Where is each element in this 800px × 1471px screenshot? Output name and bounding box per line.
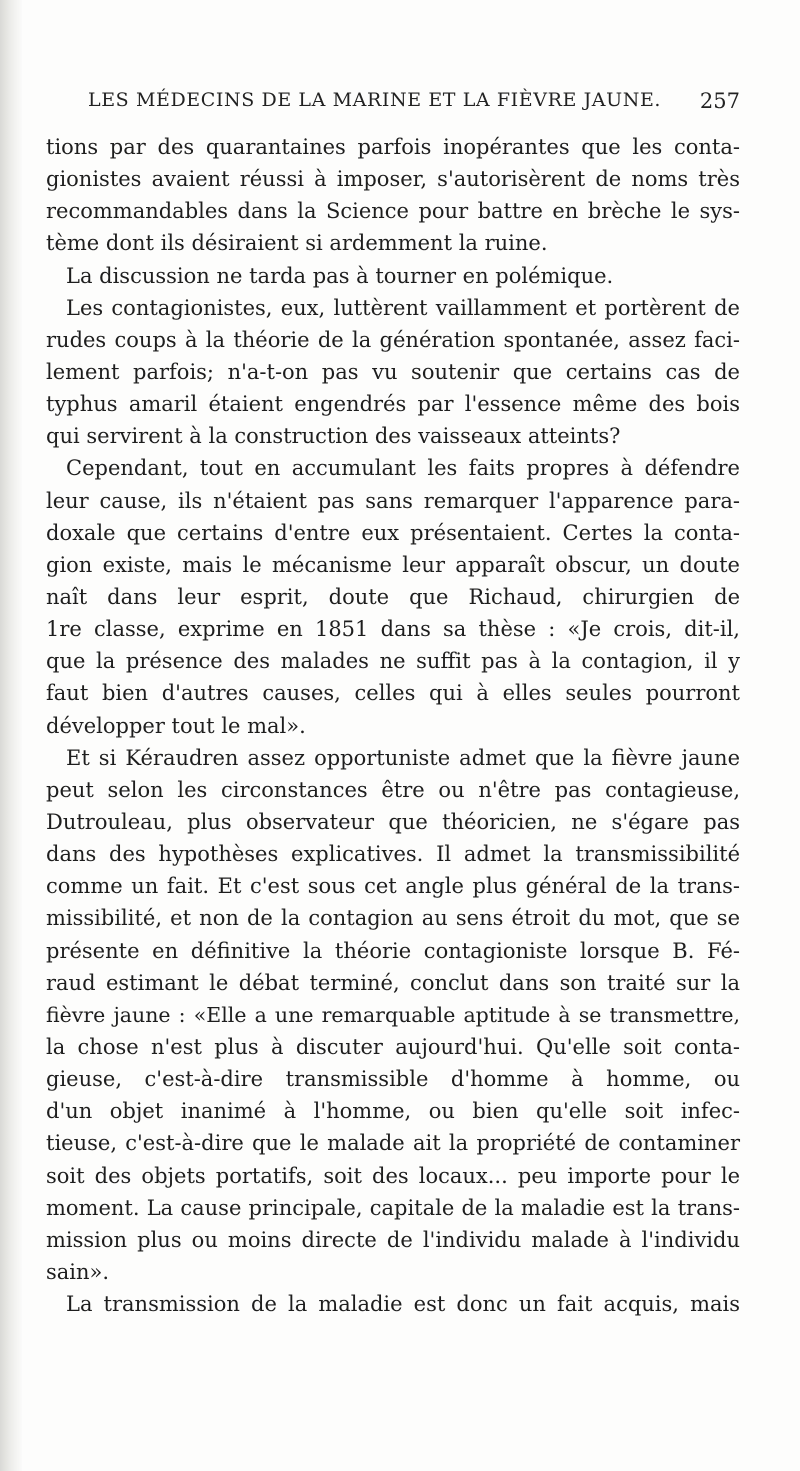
text-line: 1re classe, exprime en 1851 dans sa thèse : «Je crois, dit-il,	[46, 617, 740, 642]
text-line: la chose n'est plus à discuter aujourd'hui. Qu'elle soit conta-	[46, 1034, 740, 1059]
text-line: Dutrouleau, plus observateur que théoricien, ne s'égare pas	[46, 809, 740, 834]
text-line: gionistes avaient réussi à imposer, s'autorisèrent de noms très	[46, 167, 740, 192]
text-line: tieuse, c'est-à-dire que le malade ait la propriété de contaminer	[46, 1131, 740, 1156]
text-line: comme un fait. Et c'est sous cet angle plus général de la trans-	[46, 874, 740, 899]
text-line: lement parfois; n'a-t-on pas vu soutenir que certains cas de	[46, 359, 740, 384]
text-line: qui servirent à la construction des vaisseaux atteints?	[46, 424, 621, 449]
page-gutter-shadow	[0, 0, 22, 1471]
text-line: Et si Kéraudren assez opportuniste admet que la fièvre jaune	[66, 745, 740, 770]
text-line: présente en définitive la théorie contagioniste lorsque B. Fé-	[46, 938, 740, 963]
text-line: doxale que certains d'entre eux présentaient. Certes la conta-	[46, 520, 740, 545]
text-line: La discussion ne tarda pas à tourner en polémique.	[66, 263, 614, 288]
text-line: peut selon les circonstances être ou n'être pas contagieuse,	[46, 777, 740, 802]
text-line: tions par des quarantaines parfois inopérantes que les conta-	[46, 135, 740, 159]
text-line: développer tout le mal».	[46, 713, 306, 738]
text-line: fièvre jaune : «Elle a une remarquable aptitude à se transmettre,	[46, 1002, 740, 1027]
text-line: rudes coups à la théorie de la génération spontanée, assez faci-	[46, 327, 740, 352]
text-line: gieuse, c'est-à-dire transmissible d'homme à homme, ou	[46, 1067, 740, 1092]
text-line: tème dont ils désiraient si ardemment la ruine.	[46, 231, 548, 256]
text-line: recommandables dans la Science pour battre en brèche le sys-	[46, 199, 740, 224]
text-line: que la présence des malades ne suffit pas à la contagion, il y	[46, 649, 740, 674]
text-line: moment. La cause principale, capitale de la maladie est la trans-	[46, 1195, 740, 1220]
text-line: mission plus ou moins directe de l'individu malade à l'individu	[46, 1227, 740, 1252]
text-line: d'un objet inanimé à l'homme, ou bien qu'elle soit infec-	[46, 1099, 740, 1124]
text-line: soit des objets portatifs, soit des locaux... peu importe pour le	[46, 1163, 740, 1188]
text-line: gion existe, mais le mécanisme leur apparaît obscur, un doute	[46, 552, 740, 577]
text-line: Les contagionistes, eux, luttèrent vaillamment et portèrent de	[66, 295, 740, 320]
text-line: La transmission de la maladie est donc un fait acquis, mais	[66, 1292, 740, 1317]
text-line: leur cause, ils n'étaient pas sans remarquer l'apparence para-	[46, 488, 740, 513]
body-text	[46, 131, 740, 1320]
text-line: missibilité, et non de la contagion au sens étroit du mot, que se	[46, 906, 740, 931]
text-line: dans des hypothèses explicatives. Il admet la transmissibilité	[46, 842, 740, 867]
text-line: sain».	[46, 1259, 110, 1284]
text-line: naît dans leur esprit, doute que Richaud, chirurgien de	[46, 584, 740, 609]
text-line: faut bien d'autres causes, celles qui à elles seules pourront	[46, 681, 740, 706]
page-number: 257	[699, 89, 740, 113]
page-header	[88, 85, 740, 125]
text-line: raud estimant le débat terminé, conclut dans son traité sur la	[46, 970, 740, 995]
running-title: LES MÉDECINS DE LA MARINE ET LA FIÈVRE JAUNE.	[88, 89, 662, 111]
text-line: typhus amaril étaient engendrés par l'essence même des bois	[46, 392, 740, 417]
text-line: Cependant, tout en accumulant les faits propres à défendre	[66, 456, 740, 481]
